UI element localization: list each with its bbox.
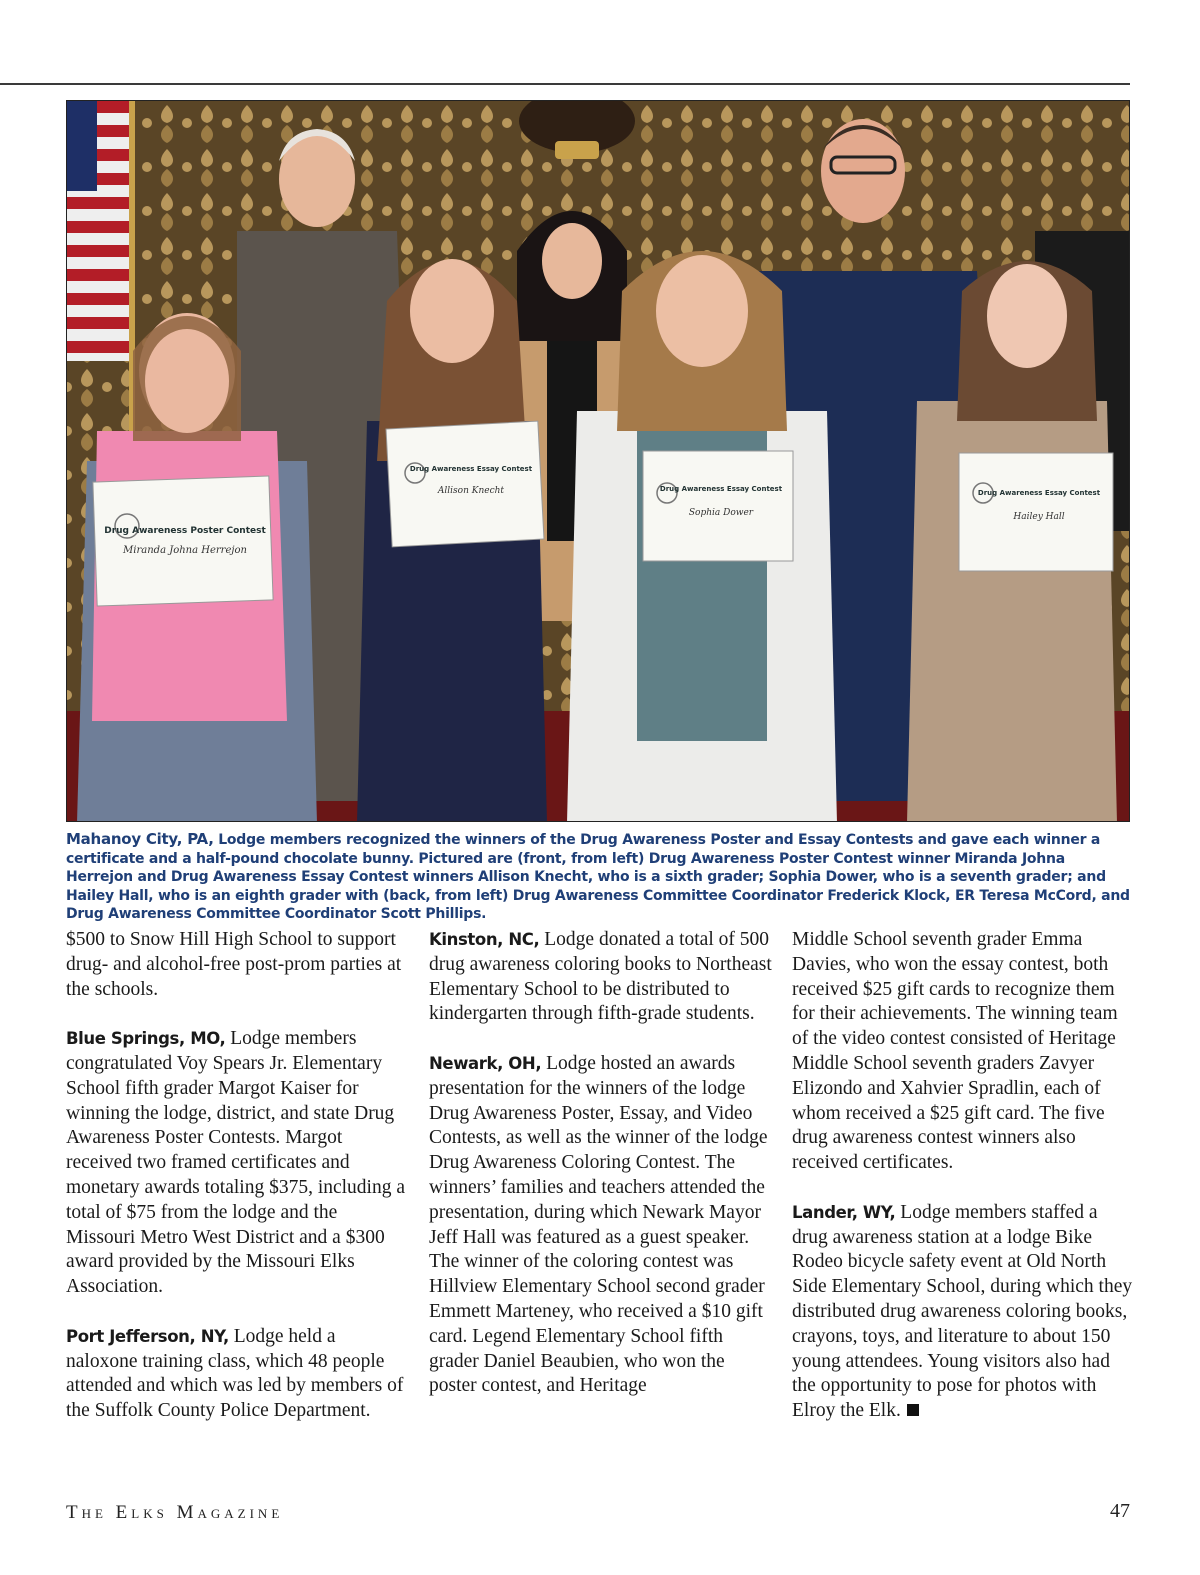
- paragraph: [66, 1027, 411, 1300]
- paragraph-lead: Blue Springs, MO,: [66, 1029, 226, 1049]
- certificate-essay-contest: [643, 451, 793, 561]
- photo-caption: [66, 830, 1130, 924]
- certificate-essay-contest: [386, 421, 544, 547]
- certificate-winner-name: Hailey Hall: [1013, 512, 1065, 522]
- magazine-title: The Elks Magazine: [66, 1502, 284, 1523]
- page-number: 47: [1110, 1500, 1130, 1522]
- certificate-heading: Drug Awareness Essay Contest: [409, 465, 533, 473]
- certificate-poster-contest: [93, 476, 273, 606]
- caption-text: Lodge members recognized the winners of the Drug Awareness Poster and Essay Contests and gave each winner a certificate and a half-pound chocolate bunny. Pictured are (front, from left) Drug Awareness Poster Contest winner Miranda Johna Herrejon and Drug Awareness Essay Contest winners Allison Knecht, who is a sixth grader; Sophia Dower, who is a seventh grader; and Hailey Hall, who is an eighth grader with (back, from left) Drug Awareness Committee Coordinator Frederick Klock, ER Teresa McCord, and Drug Awareness Committee Coordinator Scott Phillips.: [66, 832, 1130, 922]
- certificate-heading: Drug Awareness Essay Contest: [977, 489, 1101, 497]
- paragraph: [429, 928, 774, 1027]
- paragraph-lead: Port Jefferson, NY,: [66, 1326, 229, 1346]
- group-photo: [66, 100, 1130, 822]
- column-3: [792, 928, 1137, 1449]
- caption-lead: Mahanoy City, PA,: [66, 830, 214, 848]
- end-mark-icon: [907, 1404, 919, 1416]
- certificate-essay-contest: [959, 453, 1113, 571]
- paragraph-lead: Kinston, NC,: [429, 930, 540, 949]
- column-1: [66, 928, 411, 1449]
- paragraph-text: Lodge donated a total of 500 drug awareness coloring books to Northeast Elementary School to be distributed to kindergarten through fifth-grade students.: [429, 929, 772, 1025]
- certificate-winner-name: Miranda Johna Herrejon: [123, 545, 247, 556]
- paragraph-text: Lodge hosted an awards presentation for the winners of the lodge Drug Awareness Poster, Essay, and Video Contests, as well as the winner of the lodge Drug Awareness Coloring Contest. The winners’ families and teachers attended the presentation, during which Newark Mayor Jeff Hall was featured as a guest speaker. The winner of the coloring contest was Hillview Elementary School second grader Emmett Marteney, who received a $10 gift card. Legend Elementary School fifth grader Daniel Beaubien, who won the poster contest, and Heritage: [429, 1052, 768, 1397]
- paragraph: [792, 1201, 1137, 1424]
- paragraph: [429, 1052, 774, 1399]
- paragraph-text: Lodge held a naloxone training class, which 48 people attended and which was led by members of the Suffolk County Police Department.: [66, 1325, 404, 1422]
- paragraph: [66, 928, 411, 1002]
- column-2: [429, 928, 774, 1424]
- paragraph-lead: Newark, OH,: [429, 1053, 542, 1073]
- top-rule: [0, 83, 1130, 85]
- paragraph-text: Lodge members staffed a drug awareness station at a lodge Bike Rodeo bicycle safety event at Old North Side Elementary School, during which they distributed drug awareness coloring books, crayons, toys, and literature to about 150 young attendees. Young visitors also had the opportunity to pose for photos with Elroy the Elk.: [792, 1201, 1133, 1422]
- certificate-winner-name: Allison Knecht: [437, 486, 505, 496]
- paragraph: [792, 928, 1137, 1176]
- paragraph-text: $500 to Snow Hill High School to support drug- and alcohol-free post-prom parties at the schools.: [66, 929, 402, 1000]
- certificate-winner-name: Sophia Dower: [688, 508, 754, 518]
- paragraph-text: Lodge members congratulated Voy Spears Jr. Elementary School fifth grader Margot Kaiser for winning the lodge, district, and state Drug Awareness Poster Contests. Margot received two framed certificates and monetary awards totaling $375, including a total of $75 from the lodge and the Missouri Metro West District and a $300 award provided by the Missouri Elks Association.: [66, 1028, 406, 1298]
- certificate-heading: Drug Awareness Essay Contest: [659, 485, 783, 493]
- paragraph-text: Middle School seventh grader Emma Davies, who won the essay contest, both received $25 gift cards to recognize them for their achievements. The winning team of the video contest consisted of Heritage Middle School seventh graders Zavyer Elizondo and Xahvier Spradlin, each of whom received a $25 gift card. The five drug awareness contest winners also received certificates.: [792, 929, 1118, 1174]
- paragraph: [66, 1325, 411, 1424]
- paragraph-lead: Lander, WY,: [792, 1202, 896, 1222]
- certificate-heading: Drug Awareness Poster Contest: [104, 526, 266, 536]
